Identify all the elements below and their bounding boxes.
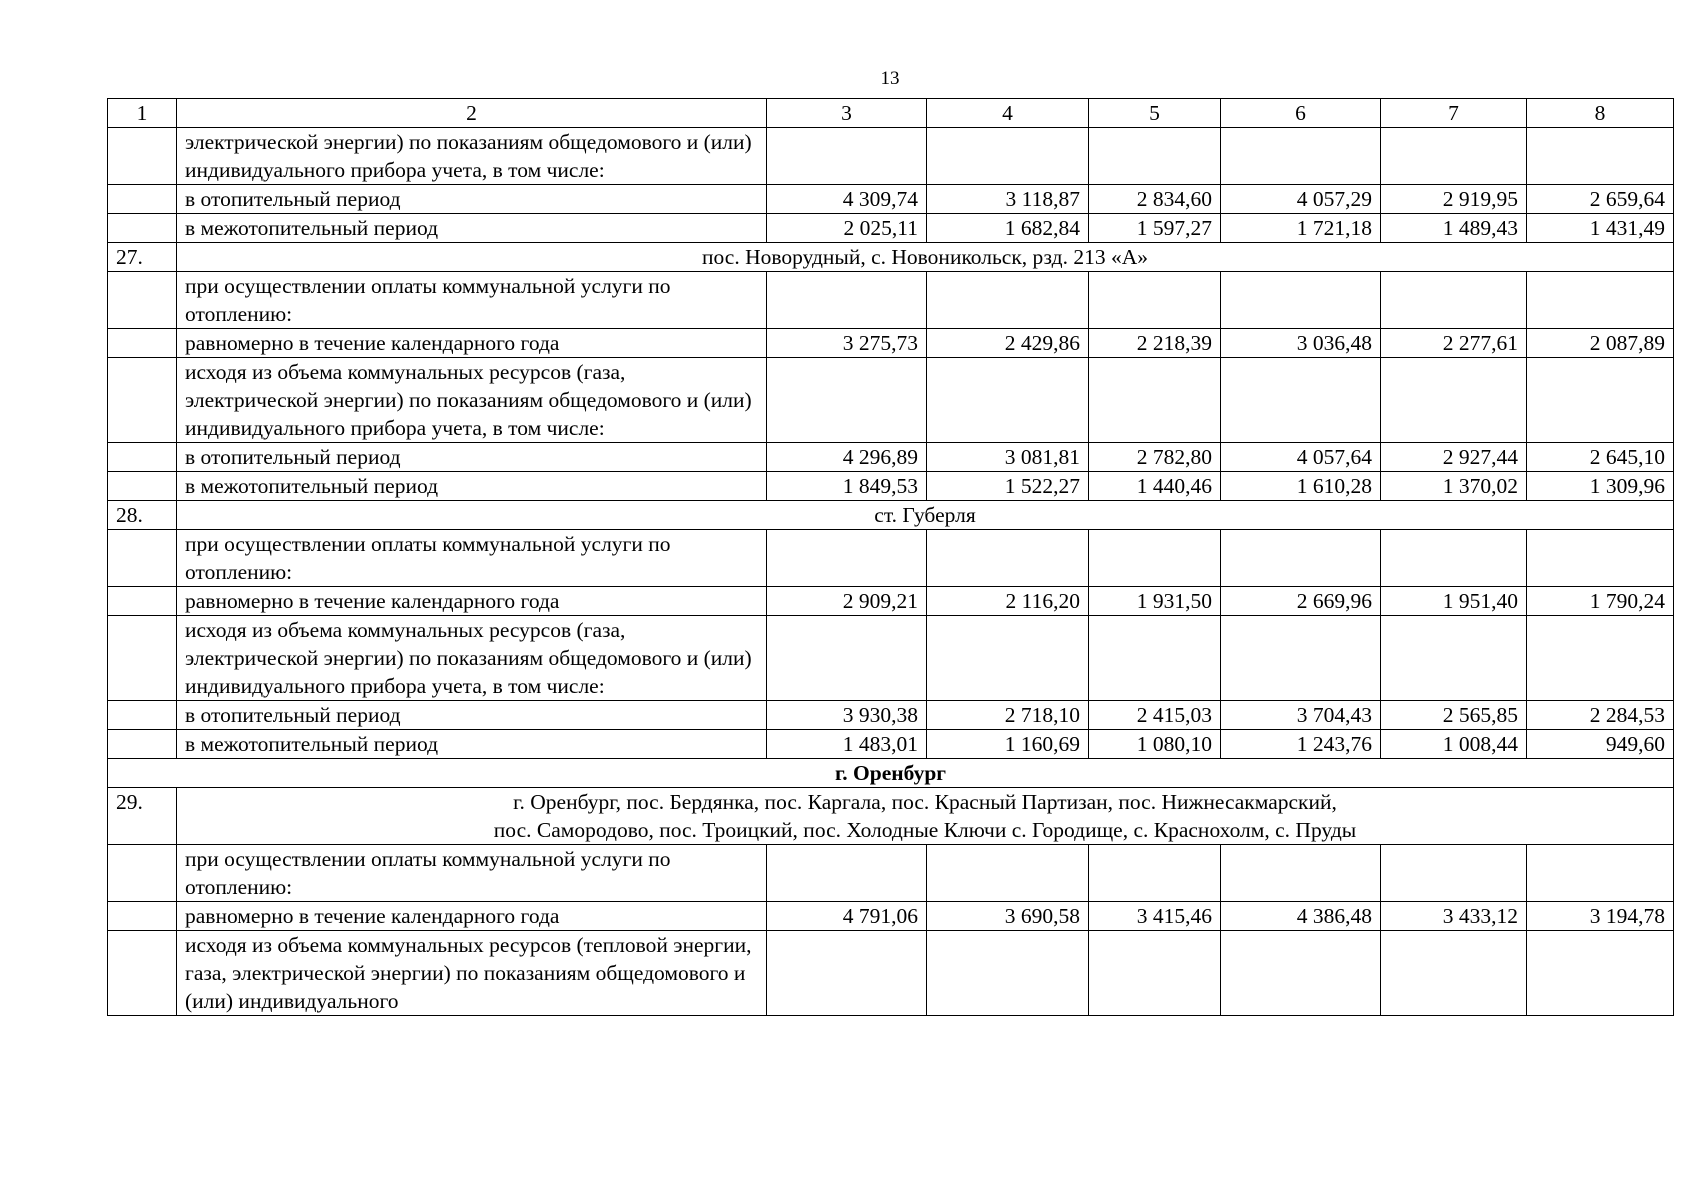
row-number <box>108 587 177 616</box>
tariff-value: 1 243,76 <box>1221 730 1381 759</box>
description-row <box>108 616 1674 701</box>
tariff-value: 2 218,39 <box>1089 329 1221 358</box>
row-description: исходя из объема коммунальных ресурсов (газа, электрической энергии) по показаниям общедомового и (или) индивидуального прибора учета, в том числе: <box>177 616 767 701</box>
tariff-value: 3 194,78 <box>1527 902 1674 931</box>
tariff-value: 3 930,38 <box>767 701 927 730</box>
row-number <box>108 730 177 759</box>
column-number: 2 <box>177 99 767 128</box>
tariff-value <box>767 358 927 443</box>
tariff-value <box>927 845 1089 902</box>
tariff-value <box>1221 845 1381 902</box>
tariff-row <box>108 587 1674 616</box>
column-number: 5 <box>1089 99 1221 128</box>
tariff-value <box>1221 616 1381 701</box>
row-number <box>108 902 177 931</box>
tariff-value <box>1381 931 1527 1016</box>
tariff-value <box>1089 128 1221 185</box>
tariff-value: 2 087,89 <box>1527 329 1674 358</box>
tariff-row <box>108 701 1674 730</box>
table-body <box>108 99 1674 1016</box>
tariff-value: 1 931,50 <box>1089 587 1221 616</box>
row-number: 27. <box>108 243 177 272</box>
tariff-value: 3 036,48 <box>1221 329 1381 358</box>
tariff-value <box>1089 358 1221 443</box>
tariff-value: 2 669,96 <box>1221 587 1381 616</box>
tariff-value: 4 791,06 <box>767 902 927 931</box>
tariff-value <box>1221 358 1381 443</box>
tariff-value: 3 704,43 <box>1221 701 1381 730</box>
row-number <box>108 443 177 472</box>
settlement-title: ст. Губерля <box>177 501 1674 530</box>
settlement-group-row <box>108 788 1674 845</box>
column-number: 6 <box>1221 99 1381 128</box>
tariff-value: 4 386,48 <box>1221 902 1381 931</box>
tariff-value <box>927 358 1089 443</box>
row-description: равномерно в течение календарного года <box>177 329 767 358</box>
tariff-value: 1 008,44 <box>1381 730 1527 759</box>
row-description: в межотопительный период <box>177 472 767 501</box>
column-number: 8 <box>1527 99 1674 128</box>
region-header-row <box>108 759 1674 788</box>
tariff-value: 1 610,28 <box>1221 472 1381 501</box>
tariff-value <box>1089 931 1221 1016</box>
row-description: равномерно в течение календарного года <box>177 587 767 616</box>
row-number <box>108 214 177 243</box>
tariff-value: 2 565,85 <box>1381 701 1527 730</box>
row-number <box>108 128 177 185</box>
row-description: исходя из объема коммунальных ресурсов (тепловой энергии, газа, электрической энергии) по показаниям общедомового и (или) индивидуального <box>177 931 767 1016</box>
tariff-value: 2 284,53 <box>1527 701 1674 730</box>
tariff-value: 1 483,01 <box>767 730 927 759</box>
tariff-value <box>1527 616 1674 701</box>
row-number <box>108 185 177 214</box>
row-number <box>108 358 177 443</box>
tariff-value: 4 057,64 <box>1221 443 1381 472</box>
description-row <box>108 845 1674 902</box>
tariff-value: 3 118,87 <box>927 185 1089 214</box>
tariff-value <box>1089 272 1221 329</box>
tariff-value <box>927 616 1089 701</box>
tariff-value <box>1527 530 1674 587</box>
tariff-value: 949,60 <box>1527 730 1674 759</box>
tariff-value: 2 909,21 <box>767 587 927 616</box>
tariff-row <box>108 443 1674 472</box>
tariff-value: 2 277,61 <box>1381 329 1527 358</box>
row-number <box>108 701 177 730</box>
column-number: 4 <box>927 99 1089 128</box>
tariff-value: 1 080,10 <box>1089 730 1221 759</box>
tariff-value: 3 415,46 <box>1089 902 1221 931</box>
tariff-value <box>767 128 927 185</box>
settlement-title-line: г. Оренбург, пос. Бердянка, пос. Каргала, пос. Красный Партизан, пос. Нижнесакмарский, <box>513 790 1337 814</box>
tariff-row <box>108 902 1674 931</box>
tariff-value: 2 645,10 <box>1527 443 1674 472</box>
column-number: 1 <box>108 99 177 128</box>
tariff-value: 1 370,02 <box>1381 472 1527 501</box>
tariff-value: 2 919,95 <box>1381 185 1527 214</box>
tariff-value <box>1527 358 1674 443</box>
tariff-value <box>1527 845 1674 902</box>
tariff-value: 2 116,20 <box>927 587 1089 616</box>
tariff-value: 1 440,46 <box>1089 472 1221 501</box>
row-description: в межотопительный период <box>177 214 767 243</box>
tariff-value <box>927 272 1089 329</box>
row-number <box>108 329 177 358</box>
tariff-value <box>1089 845 1221 902</box>
tariff-value <box>767 931 927 1016</box>
tariff-value: 2 782,80 <box>1089 443 1221 472</box>
column-number: 7 <box>1381 99 1527 128</box>
row-description: в межотопительный период <box>177 730 767 759</box>
tariff-value: 1 489,43 <box>1381 214 1527 243</box>
row-number: 29. <box>108 788 177 845</box>
tariff-row <box>108 185 1674 214</box>
tariff-value <box>927 530 1089 587</box>
tariff-value <box>927 931 1089 1016</box>
row-description: в отопительный период <box>177 185 767 214</box>
tariff-value: 2 927,44 <box>1381 443 1527 472</box>
tariff-table <box>107 98 1674 1016</box>
tariff-value: 1 522,27 <box>927 472 1089 501</box>
column-number-row <box>108 99 1674 128</box>
tariff-value: 2 834,60 <box>1089 185 1221 214</box>
tariff-row <box>108 329 1674 358</box>
settlement-title-line: пос. Самородово, пос. Троицкий, пос. Холодные Ключи с. Городище, с. Краснохолм, с. Пруды <box>493 818 1357 842</box>
tariff-value <box>1527 931 1674 1016</box>
tariff-value <box>1089 616 1221 701</box>
tariff-value: 1 790,24 <box>1527 587 1674 616</box>
settlement-group-row <box>108 243 1674 272</box>
tariff-value: 3 690,58 <box>927 902 1089 931</box>
tariff-value: 4 309,74 <box>767 185 927 214</box>
tariff-value: 1 309,96 <box>1527 472 1674 501</box>
tariff-row <box>108 214 1674 243</box>
tariff-value <box>1089 530 1221 587</box>
settlement-group-row <box>108 501 1674 530</box>
row-number: 28. <box>108 501 177 530</box>
tariff-value <box>1381 530 1527 587</box>
description-row <box>108 128 1674 185</box>
column-number: 3 <box>767 99 927 128</box>
row-number <box>108 931 177 1016</box>
tariff-value <box>1221 272 1381 329</box>
row-description: равномерно в течение календарного года <box>177 902 767 931</box>
tariff-value: 2 429,86 <box>927 329 1089 358</box>
settlement-title <box>177 788 1674 845</box>
tariff-value <box>1221 931 1381 1016</box>
tariff-value: 1 431,49 <box>1527 214 1674 243</box>
tariff-value: 2 718,10 <box>927 701 1089 730</box>
tariff-value <box>1527 272 1674 329</box>
row-number <box>108 530 177 587</box>
tariff-value: 1 597,27 <box>1089 214 1221 243</box>
tariff-value: 2 415,03 <box>1089 701 1221 730</box>
tariff-value: 1 721,18 <box>1221 214 1381 243</box>
tariff-value <box>1381 128 1527 185</box>
row-description: при осуществлении оплаты коммунальной услуги по отоплению: <box>177 272 767 329</box>
description-row <box>108 272 1674 329</box>
tariff-row <box>108 730 1674 759</box>
tariff-value: 1 849,53 <box>767 472 927 501</box>
page-number: 13 <box>880 68 900 89</box>
tariff-value <box>1381 845 1527 902</box>
row-number <box>108 845 177 902</box>
tariff-value: 2 659,64 <box>1527 185 1674 214</box>
row-number <box>108 272 177 329</box>
description-row <box>108 931 1674 1016</box>
row-description: при осуществлении оплаты коммунальной услуги по отоплению: <box>177 845 767 902</box>
tariff-value <box>767 616 927 701</box>
row-number <box>108 472 177 501</box>
tariff-value: 3 275,73 <box>767 329 927 358</box>
tariff-value: 4 296,89 <box>767 443 927 472</box>
tariff-value <box>1221 530 1381 587</box>
row-number <box>108 616 177 701</box>
tariff-value <box>767 272 927 329</box>
tariff-value: 1 682,84 <box>927 214 1089 243</box>
region-title: г. Оренбург <box>108 759 1674 788</box>
row-description: электрической энергии) по показаниям общедомового и (или) индивидуального прибора учета, в том числе: <box>177 128 767 185</box>
tariff-value <box>767 845 927 902</box>
tariff-value: 3 081,81 <box>927 443 1089 472</box>
description-row <box>108 358 1674 443</box>
tariff-value: 4 057,29 <box>1221 185 1381 214</box>
tariff-value <box>1381 272 1527 329</box>
tariff-row <box>108 472 1674 501</box>
settlement-title: пос. Новорудный, с. Новоникольск, рзд. 213 «А» <box>177 243 1674 272</box>
tariff-value <box>1381 616 1527 701</box>
tariff-value: 3 433,12 <box>1381 902 1527 931</box>
row-description: в отопительный период <box>177 443 767 472</box>
tariff-value <box>1527 128 1674 185</box>
tariff-value <box>927 128 1089 185</box>
tariff-value <box>1221 128 1381 185</box>
tariff-value: 2 025,11 <box>767 214 927 243</box>
tariff-value <box>767 530 927 587</box>
row-description: исходя из объема коммунальных ресурсов (газа, электрической энергии) по показаниям общедомового и (или) индивидуального прибора учета, в том числе: <box>177 358 767 443</box>
row-description: в отопительный период <box>177 701 767 730</box>
tariff-value: 1 951,40 <box>1381 587 1527 616</box>
tariff-value <box>1381 358 1527 443</box>
row-description: при осуществлении оплаты коммунальной услуги по отоплению: <box>177 530 767 587</box>
tariff-value: 1 160,69 <box>927 730 1089 759</box>
description-row <box>108 530 1674 587</box>
